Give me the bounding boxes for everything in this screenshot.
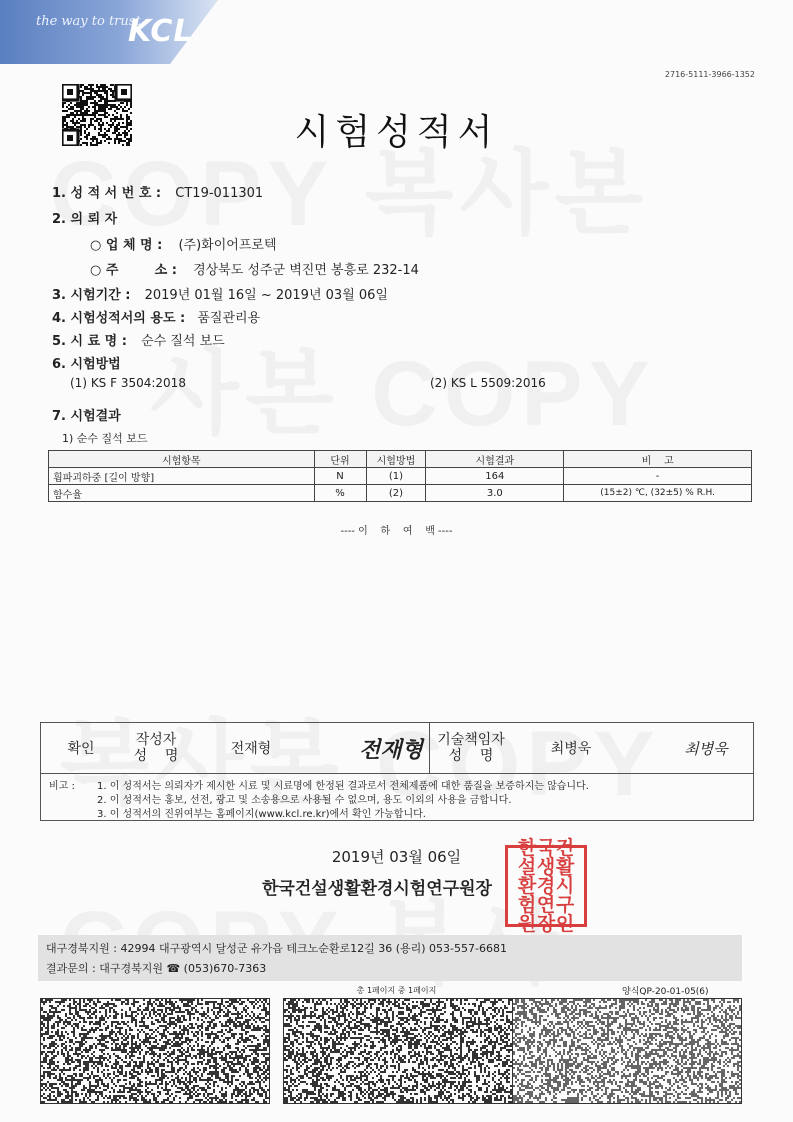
address-value: 경상북도 성주군 벽진면 봉흥로 232-14 xyxy=(193,263,419,278)
result-label: 7. 시험결과 xyxy=(52,409,121,424)
table-row xyxy=(49,485,752,502)
form-number: 양식QP-20-01-05(6) xyxy=(622,987,709,997)
cell: (1) xyxy=(366,468,426,485)
method-label: 6. 시험방법 xyxy=(52,357,121,372)
note-item: 1. 이 성적서는 의뢰자가 제시한 시료 및 시료명에 한정된 결과로서 전체제품에 대한 품질을 보증하지는 않습니다. xyxy=(97,781,589,792)
col-header: 비 고 xyxy=(564,451,752,468)
logo-tagline: the way to trust xyxy=(36,14,141,29)
author-label: 작성자 xyxy=(135,732,177,748)
cell: (2) xyxy=(366,485,426,502)
cell: (15±2) ℃, (32±5) % R.H. xyxy=(564,485,752,502)
issuer-name: 한국건설생활환경시험연구원장 xyxy=(262,879,492,899)
page-title: 시험성적서 xyxy=(294,112,499,153)
note-item: 2. 이 성적서는 홍보, 선전, 광고 및 소송용으로 사용될 수 없으며, 용도 이외의 사용을 금합니다. xyxy=(97,795,512,806)
col-header: 시험결과 xyxy=(426,451,564,468)
method-2: (2) KS L 5509:2016 xyxy=(430,376,546,390)
sample-value: 순수 질석 보드 xyxy=(141,334,225,349)
tech-manager-name: 최병욱 xyxy=(550,741,592,757)
cell: 3.0 xyxy=(426,485,564,502)
results-table xyxy=(48,450,752,502)
author-name: 전재형 xyxy=(230,741,272,757)
note-item: 3. 이 성적서의 진위여부는 홈페이지(www.kcl.re.kr)에서 확인 가능합니다. xyxy=(97,809,426,820)
logo-brand: KCL xyxy=(128,14,194,49)
company-value: (주)화이어프로텍 xyxy=(178,238,277,253)
security-pattern xyxy=(512,998,742,1104)
tech-manager-signature: 최병욱 xyxy=(684,739,728,758)
author-signature: 전재형 xyxy=(359,736,423,763)
author-name-label: 성 명 xyxy=(133,748,179,764)
requester-label: 2. 의 뢰 자 xyxy=(52,212,118,227)
cell: N xyxy=(314,468,366,485)
branch-info: 대구경북지원 : 42994 대구광역시 달성군 유가읍 테크노순환로12길 36 (용리) 053-557-6681 xyxy=(46,942,507,955)
result-sublabel: 1) 순수 질석 보드 xyxy=(62,432,148,445)
confirm-label: 확인 xyxy=(67,741,95,757)
sample-label: 5. 시 료 명 : xyxy=(52,334,127,349)
cell: % xyxy=(314,485,366,502)
cell: 휨파괴하중 [길이 방향] xyxy=(49,468,315,485)
document-number: 2716-5111-3966-1352 xyxy=(664,70,755,79)
period-value: 2019년 01월 16일 ~ 2019년 03월 06일 xyxy=(144,288,388,303)
company-label: ○ 업 체 명 : xyxy=(90,238,163,253)
col-header: 단위 xyxy=(314,451,366,468)
issue-date: 2019년 03월 06일 xyxy=(331,848,462,866)
report-no-value: CT19-011301 xyxy=(175,186,264,201)
report-no-label: 1. 성 적 서 번 호 : xyxy=(52,186,162,201)
notes-box xyxy=(40,772,754,821)
inquiry-info: 결과문의 : 대구경북지원 ☎ (053)670-7363 xyxy=(46,962,267,975)
security-pattern xyxy=(40,998,270,1104)
cell: - xyxy=(564,468,752,485)
signature-block xyxy=(40,722,754,774)
cell: 함수율 xyxy=(49,485,315,502)
period-label: 3. 시험기간 : xyxy=(52,288,131,303)
table-header-row xyxy=(49,451,752,468)
notes-label: 비고 : xyxy=(49,781,75,792)
purpose-value: 품질관리용 xyxy=(197,311,261,326)
watermark xyxy=(150,320,656,452)
purpose-label: 4. 시험성적서의 용도 : xyxy=(52,311,186,326)
tech-manager-label: 기술책임자 xyxy=(437,732,505,748)
cell: 164 xyxy=(426,468,564,485)
official-seal: 한 국 건 설 생 활 환 경 시 험 연 구 원 장 인 xyxy=(505,845,587,927)
address-label: ○ 주 소 : xyxy=(90,263,177,278)
method-1: (1) KS F 3504:2018 xyxy=(70,376,186,390)
tech-name-label: 성 명 xyxy=(448,748,494,764)
page-count: 총 1페이지 중 1페이지 xyxy=(356,986,437,995)
security-pattern xyxy=(283,998,513,1104)
end-of-table-mark: ---- 이 하 여 백 ---- xyxy=(340,526,453,537)
col-header: 시험항목 xyxy=(49,451,315,468)
col-header: 시험방법 xyxy=(366,451,426,468)
table-row xyxy=(49,468,752,485)
